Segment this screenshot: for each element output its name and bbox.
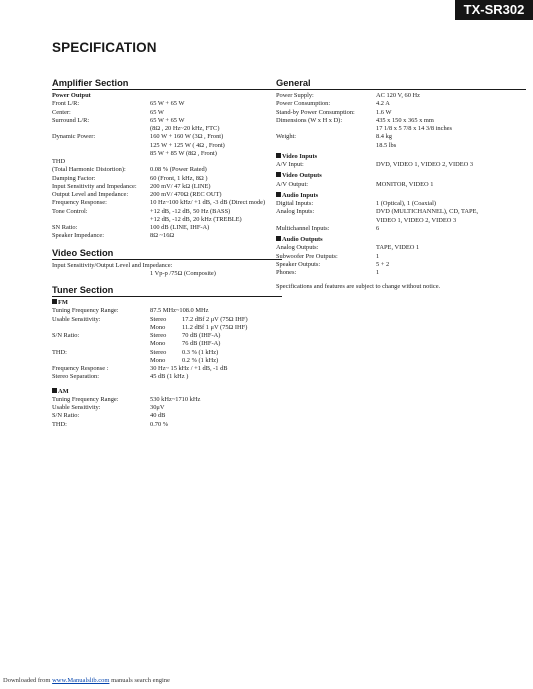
change-notice: Specifications and features are subject to change without notice. bbox=[276, 283, 441, 291]
spec-label: Digital Inputs: bbox=[276, 200, 314, 208]
audio-inputs-list bbox=[276, 200, 526, 233]
spec-value: TAPE, VIDEO 1 bbox=[376, 244, 420, 252]
video-outputs-subheading: Video Outputs bbox=[276, 172, 526, 180]
spec-value: 530 kHz~1710 kHz bbox=[150, 395, 201, 403]
spec-row bbox=[276, 100, 526, 108]
spec-value: 87.5 MHz~108.0 MHz bbox=[150, 307, 209, 315]
spec-value: 17 1/8 x 5 7/8 x 14 3/8 inches bbox=[376, 125, 452, 132]
spec-value: 65 W + 65 W bbox=[150, 116, 185, 124]
spec-value: 4.2 A bbox=[376, 100, 390, 108]
spec-row bbox=[276, 161, 526, 169]
spec-row bbox=[276, 217, 526, 225]
spec-label: Analog Outputs: bbox=[276, 244, 319, 252]
spec-value: 0.3 % (1 kHz) bbox=[182, 348, 219, 356]
spec-row bbox=[52, 357, 282, 365]
spec-label: A/V Output: bbox=[276, 180, 309, 188]
spec-label: Subwoofer Pre Outputs: bbox=[276, 252, 338, 260]
spec-value: 160 W + 160 W (3Ω , Front) bbox=[150, 133, 224, 141]
spec-value: +12 dB, -12 dB, 20 kHz (TREBLE) bbox=[150, 215, 242, 223]
footer-suffix: manuals search engine bbox=[109, 677, 170, 684]
spec-row bbox=[276, 200, 526, 208]
spec-row bbox=[276, 269, 526, 277]
square-bullet-icon bbox=[276, 153, 281, 158]
fm-subheading: FM bbox=[52, 299, 282, 307]
spec-row bbox=[52, 175, 282, 183]
spec-row bbox=[52, 412, 282, 420]
spec-row bbox=[52, 316, 282, 324]
spec-row bbox=[52, 232, 282, 240]
page-title: SPECIFICATION bbox=[52, 40, 157, 55]
spec-row bbox=[52, 125, 282, 133]
spec-label: THD: bbox=[52, 420, 67, 428]
spec-value: 65 W + 65 W bbox=[150, 100, 185, 108]
spec-label: Usable Sensitivity: bbox=[52, 404, 101, 412]
spec-label: Tuning Frequency Range: bbox=[52, 395, 119, 403]
spec-label: SN Ratio: bbox=[52, 224, 78, 232]
spec-row bbox=[276, 92, 526, 100]
spec-row bbox=[276, 109, 526, 117]
spec-value: 10 Hz~100 kHz/ +1 dB, -3 dB (Direct mode) bbox=[150, 199, 266, 207]
spec-label: S/N Ratio: bbox=[52, 332, 80, 340]
spec-value: (8Ω , 20 Hz~20 kHz, FTC) bbox=[150, 125, 220, 133]
spec-label: Tuning Frequency Range: bbox=[52, 307, 119, 315]
spec-row bbox=[276, 181, 526, 189]
spec-value: 200 mV/ 470Ω (REC OUT) bbox=[150, 191, 222, 199]
spec-row bbox=[52, 150, 282, 158]
spec-row bbox=[52, 191, 282, 199]
spec-value: 30 Hz~ 15 kHz / +1 dB, -1 dB bbox=[150, 365, 228, 373]
spec-mode: Stereo bbox=[150, 348, 167, 356]
video-outputs-list bbox=[276, 181, 526, 189]
spec-value: 40 dB bbox=[150, 412, 166, 420]
audio-inputs-subheading: Audio Inputs bbox=[276, 192, 526, 200]
spec-value: 1.6 W bbox=[376, 108, 392, 116]
video-spec-row bbox=[52, 262, 282, 270]
spec-row bbox=[52, 158, 282, 166]
spec-mode: Stereo bbox=[150, 315, 167, 323]
spec-value: 200 mV/ 47 kΩ (LINE) bbox=[150, 182, 211, 190]
spec-row bbox=[52, 133, 282, 141]
video-spec-label: Input Sensitivity/Output Level and Impedance: bbox=[52, 261, 173, 269]
spec-label: Front L/R: bbox=[52, 100, 80, 108]
spec-row bbox=[52, 100, 282, 108]
spec-label: Dynamic Power: bbox=[52, 133, 96, 141]
spec-value: 65 W bbox=[150, 108, 164, 116]
spec-label: Usable Sensitivity: bbox=[52, 315, 101, 323]
spec-row bbox=[52, 117, 282, 125]
spec-value: 18.5 lbs bbox=[376, 141, 397, 149]
spec-value: 1 bbox=[376, 269, 380, 277]
general-spec-list bbox=[276, 92, 526, 150]
amplifier-spec-list bbox=[52, 100, 282, 240]
spec-mode: Stereo bbox=[150, 332, 167, 340]
spec-label: S/N Ratio: bbox=[52, 412, 80, 420]
footer-prefix: Downloaded from bbox=[3, 677, 53, 684]
spec-label: Power Consumption: bbox=[276, 100, 331, 108]
am-subheading: AM bbox=[52, 388, 282, 396]
spec-label: THD: bbox=[52, 348, 67, 356]
video-inputs-subheading: Video Inputs bbox=[276, 153, 526, 161]
general-section-heading: General bbox=[276, 77, 526, 90]
spec-value: 0.08 % (Power Rated) bbox=[150, 166, 207, 174]
spec-row bbox=[52, 224, 282, 232]
right-column bbox=[276, 77, 526, 291]
spec-value: 30μV bbox=[150, 404, 165, 412]
spec-value: 45 dB (1 kHz ) bbox=[150, 373, 189, 381]
spec-value: 0.70 % bbox=[150, 420, 169, 428]
spec-row bbox=[52, 421, 282, 429]
spec-row bbox=[276, 253, 526, 261]
spec-row bbox=[276, 225, 526, 233]
spec-row bbox=[276, 208, 526, 216]
spec-row bbox=[52, 183, 282, 191]
spec-row bbox=[52, 365, 282, 373]
tuner-section-heading: Tuner Section bbox=[52, 284, 282, 297]
spec-value: 85 W + 85 W (8Ω , Front) bbox=[150, 149, 217, 157]
spec-row bbox=[52, 208, 282, 216]
spec-label: Tone Control: bbox=[52, 207, 88, 215]
left-column bbox=[52, 77, 282, 429]
spec-row bbox=[52, 332, 282, 340]
spec-label: Stand-by Power Consumption: bbox=[276, 108, 355, 116]
spec-row bbox=[52, 109, 282, 117]
spec-label: Speaker Impedance: bbox=[52, 232, 104, 240]
spec-row bbox=[276, 125, 526, 133]
audio-outputs-subheading: Audio Outputs bbox=[276, 236, 526, 244]
spec-mode: Mono bbox=[150, 340, 166, 348]
spec-value: 60 (Front, 1 kHz, 8Ω ) bbox=[150, 174, 208, 182]
spec-value: 70 dB (IHF-A) bbox=[182, 332, 221, 340]
spec-label: Output Level and Impedance: bbox=[52, 191, 129, 199]
spec-row bbox=[52, 396, 282, 404]
spec-row bbox=[52, 307, 282, 315]
spec-row bbox=[276, 117, 526, 125]
square-bullet-icon bbox=[52, 388, 57, 393]
spec-label: Power Supply: bbox=[276, 92, 314, 99]
spec-label: Analog Inputs: bbox=[276, 208, 315, 216]
spec-label: Phones: bbox=[276, 269, 297, 277]
manualslib-link[interactable]: www.Manualslib.com bbox=[52, 677, 110, 684]
square-bullet-icon bbox=[52, 299, 57, 304]
spec-label: Center: bbox=[52, 108, 71, 116]
square-bullet-icon bbox=[276, 236, 281, 241]
spec-value: AC 120 V, 60 Hz bbox=[376, 92, 420, 99]
spec-row bbox=[52, 199, 282, 207]
spec-value: 6 bbox=[376, 224, 380, 232]
spec-label: Input Sensitivity and Impedance: bbox=[52, 182, 137, 190]
square-bullet-icon bbox=[276, 172, 281, 177]
spec-value: 435 x 150 x 365 x mm bbox=[376, 116, 434, 124]
spec-label: Dimensions (W x H x D): bbox=[276, 116, 343, 124]
square-bullet-icon bbox=[276, 192, 281, 197]
spec-label: Frequency Response: bbox=[52, 199, 107, 207]
spec-value: 0.2 % (1 kHz) bbox=[182, 356, 219, 364]
spec-label: Stereo Separation: bbox=[52, 373, 100, 381]
download-footer bbox=[3, 677, 170, 684]
video-section-heading: Video Section bbox=[52, 247, 282, 260]
spec-value: 76 dB (IHF-A) bbox=[182, 340, 221, 348]
spec-label: Frequency Response : bbox=[52, 365, 109, 373]
spec-value: DVD, VIDEO 1, VIDEO 2, VIDEO 3 bbox=[376, 161, 474, 169]
spec-value: 1 bbox=[376, 252, 380, 260]
spec-row bbox=[52, 349, 282, 357]
spec-label: Weight: bbox=[276, 133, 297, 141]
spec-value: 100 dB (LINE, IHF-A) bbox=[150, 224, 210, 232]
spec-value: 8Ω ~16Ω bbox=[150, 232, 175, 240]
video-spec-value: 1 Vp-p /75Ω (Composite) bbox=[150, 269, 216, 277]
spec-value: 1 (Optical), 1 (Coaxial) bbox=[376, 200, 436, 208]
spec-mode: Mono bbox=[150, 323, 166, 331]
amplifier-section-heading: Amplifier Section bbox=[52, 77, 282, 90]
spec-value: DVD (MULTICHANNEL), CD, TAPE, bbox=[376, 208, 479, 216]
spec-label: Speaker Outputs: bbox=[276, 260, 321, 268]
spec-value: +12 dB, -12 dB, 50 Hz (BASS) bbox=[150, 207, 231, 215]
spec-label: Surround L/R: bbox=[52, 116, 90, 124]
spec-value: MONITOR, VIDEO 1 bbox=[376, 180, 434, 188]
spec-row bbox=[276, 142, 526, 150]
fm-spec-list bbox=[52, 307, 282, 381]
spec-label: (Total Harmonic Distortion): bbox=[52, 166, 126, 174]
spec-value: 5 + 2 bbox=[376, 260, 390, 268]
audio-outputs-list bbox=[276, 244, 526, 277]
model-tag: TX-SR302 bbox=[455, 0, 533, 20]
spec-row bbox=[52, 373, 282, 381]
spec-row bbox=[276, 244, 526, 252]
spec-value: 17.2 dBf 2 μV (75Ω IHF) bbox=[182, 315, 248, 323]
spec-row bbox=[52, 142, 282, 150]
spec-value: 11.2 dBf 1 μV (75Ω IHF) bbox=[182, 323, 248, 331]
power-output-subheading: Power Output bbox=[52, 92, 91, 99]
video-inputs-list bbox=[276, 161, 526, 169]
spec-row bbox=[52, 166, 282, 174]
spec-row bbox=[276, 133, 526, 141]
spec-value: VIDEO 1, VIDEO 2, VIDEO 3 bbox=[376, 216, 457, 224]
spec-row bbox=[52, 324, 282, 332]
spec-row bbox=[52, 340, 282, 348]
spec-row bbox=[276, 261, 526, 269]
spec-value: 125 W + 125 W ( 4Ω , Front) bbox=[150, 141, 225, 149]
spec-label: Damping Factor: bbox=[52, 174, 96, 182]
spec-label: A/V Input: bbox=[276, 161, 304, 169]
am-spec-list bbox=[52, 396, 282, 429]
video-spec-row bbox=[52, 270, 282, 278]
spec-label: THD bbox=[52, 158, 66, 166]
spec-label: Multichannel Inputs: bbox=[276, 224, 330, 232]
spec-value: 8.4 kg bbox=[376, 133, 392, 141]
spec-mode: Mono bbox=[150, 356, 166, 364]
spec-row bbox=[52, 404, 282, 412]
spec-row bbox=[52, 216, 282, 224]
